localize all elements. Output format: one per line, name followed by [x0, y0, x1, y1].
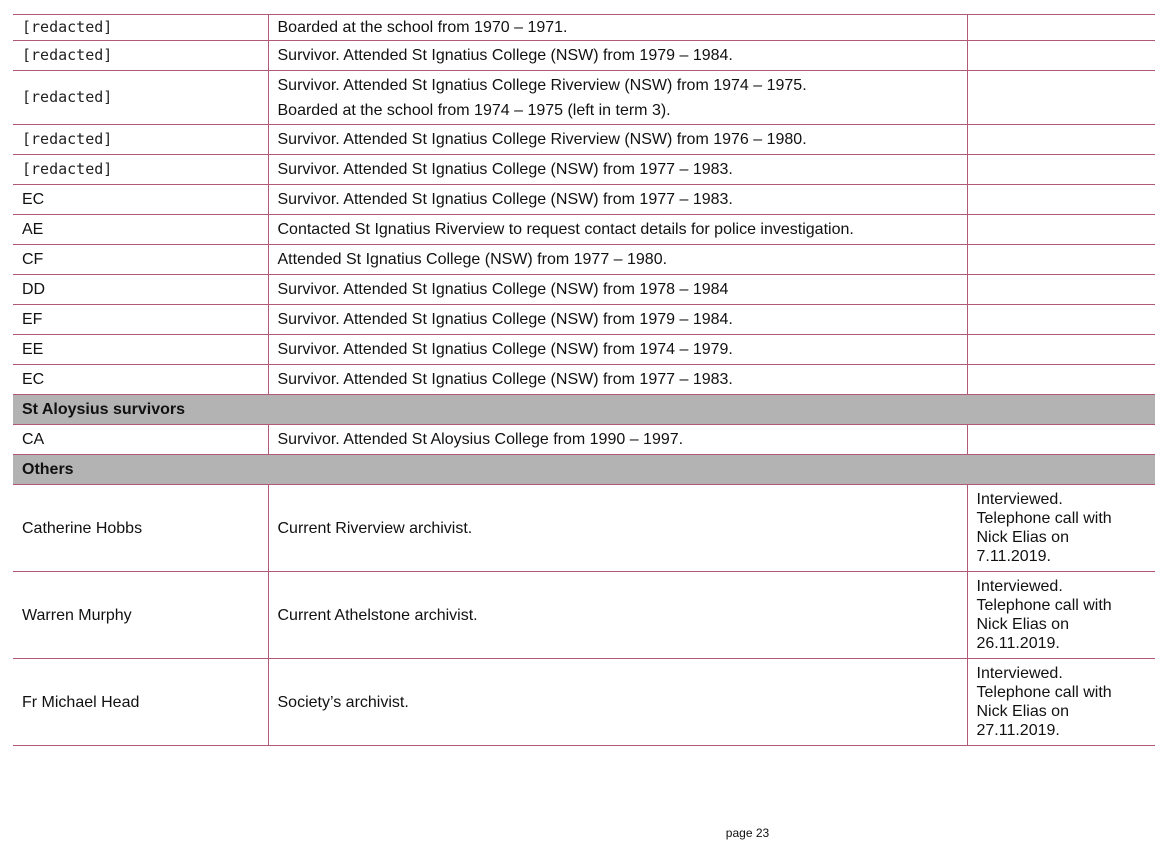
table-row [13, 275, 1155, 305]
description-cell: Survivor. Attended St Ignatius College (NSW) from 1977 – 1983. [268, 365, 967, 395]
section-heading-others: Others [13, 455, 1155, 485]
table-row [13, 485, 1155, 572]
name-cell: EC [13, 185, 268, 215]
note-cell [967, 335, 1155, 365]
description-cell: Survivor. Attended St Ignatius College (NSW) from 1979 – 1984. [268, 41, 967, 71]
note-cell [967, 305, 1155, 335]
note-cell [967, 659, 1155, 746]
note-cell [967, 275, 1155, 305]
section-header-row [13, 455, 1155, 485]
name-cell: EE [13, 335, 268, 365]
description-cell: Current Riverview archivist. [268, 485, 967, 572]
table-row [13, 125, 1155, 155]
note-cell [967, 245, 1155, 275]
name-cell: AE [13, 215, 268, 245]
note-cell [967, 185, 1155, 215]
table-row [13, 71, 1155, 125]
description-cell: Survivor. Attended St Ignatius College (NSW) from 1979 – 1984. [268, 305, 967, 335]
description-cell: Survivor. Attended St Ignatius College (NSW) from 1978 – 1984 [268, 275, 967, 305]
witness-table [13, 14, 1155, 746]
note-cell [967, 125, 1155, 155]
name-cell: EF [13, 305, 268, 335]
description-cell: Boarded at the school from 1970 – 1971. [268, 15, 967, 41]
note-cell [967, 41, 1155, 71]
name-cell: CA [13, 425, 268, 455]
table-row [13, 335, 1155, 365]
description-line: Boarded at the school from 1974 – 1975 (left in term 3). [277, 101, 671, 119]
note-line: Telephone call with [976, 510, 1112, 527]
name-cell: Catherine Hobbs [13, 485, 268, 572]
description-line: Survivor. Attended St Ignatius College Riverview (NSW) from 1974 – 1975. [277, 76, 807, 94]
name-cell: EC [13, 365, 268, 395]
note-cell [967, 425, 1155, 455]
description-cell: Current Athelstone archivist. [268, 572, 967, 659]
table-row [13, 185, 1155, 215]
description-cell: Contacted St Ignatius Riverview to request contact details for police investigation. [268, 215, 967, 245]
note-line: Telephone call with [976, 684, 1112, 701]
name-cell: [redacted] [13, 15, 268, 41]
table-row [13, 245, 1155, 275]
note-cell [967, 485, 1155, 572]
table-row [13, 15, 1155, 41]
note-line: 7.11.2019. [976, 548, 1051, 565]
note-line: 27.11.2019. [976, 722, 1060, 739]
note-cell [967, 215, 1155, 245]
name-cell: [redacted] [13, 125, 268, 155]
section-header-row [13, 395, 1155, 425]
table-row [13, 305, 1155, 335]
table-row [13, 155, 1155, 185]
name-cell: DD [13, 275, 268, 305]
section-heading-aloysius: St Aloysius survivors [13, 395, 1155, 425]
description-cell: Survivor. Attended St Ignatius College (NSW) from 1977 – 1983. [268, 155, 967, 185]
table-row [13, 659, 1155, 746]
description-cell [268, 71, 967, 125]
name-cell: Warren Murphy [13, 572, 268, 659]
note-line: Telephone call with [976, 597, 1112, 614]
note-cell [967, 71, 1155, 125]
name-cell: [redacted] [13, 155, 268, 185]
description-cell: Attended St Ignatius College (NSW) from 1977 – 1980. [268, 245, 967, 275]
note-line: Nick Elias on [976, 616, 1069, 633]
table-row [13, 41, 1155, 71]
note-line: Interviewed. [976, 491, 1063, 508]
note-cell [967, 155, 1155, 185]
note-line: Nick Elias on [976, 703, 1069, 720]
note-cell [967, 572, 1155, 659]
note-cell [967, 365, 1155, 395]
table-row [13, 572, 1155, 659]
description-cell: Survivor. Attended St Ignatius College (NSW) from 1974 – 1979. [268, 335, 967, 365]
description-cell: Survivor. Attended St Aloysius College from 1990 – 1997. [268, 425, 967, 455]
table-row [13, 365, 1155, 395]
note-cell [967, 15, 1155, 41]
name-cell: Fr Michael Head [13, 659, 268, 746]
description-cell: Survivor. Attended St Ignatius College Riverview (NSW) from 1976 – 1980. [268, 125, 967, 155]
description-cell: Survivor. Attended St Ignatius College (NSW) from 1977 – 1983. [268, 185, 967, 215]
description-cell: Society’s archivist. [268, 659, 967, 746]
note-line: Interviewed. [976, 578, 1063, 595]
name-cell: CF [13, 245, 268, 275]
note-line: 26.11.2019. [976, 635, 1060, 652]
table-row [13, 215, 1155, 245]
page-number: page 23 [725, 826, 770, 840]
name-cell: [redacted] [13, 71, 268, 125]
name-cell: [redacted] [13, 41, 268, 71]
note-line: Interviewed. [976, 665, 1063, 682]
table-row [13, 425, 1155, 455]
note-line: Nick Elias on [976, 529, 1069, 546]
